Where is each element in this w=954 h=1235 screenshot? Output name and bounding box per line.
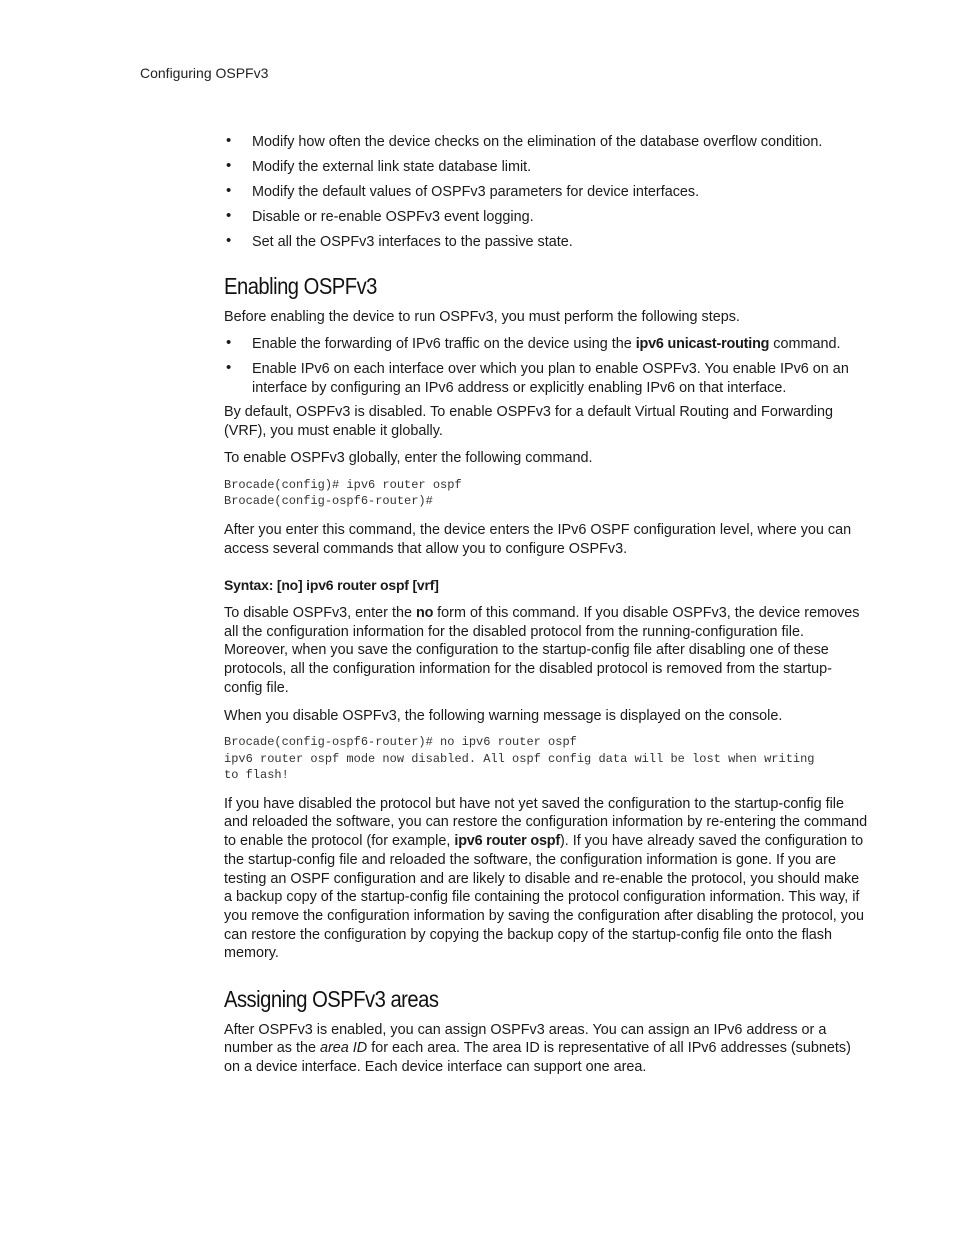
areas-text-end: for each area. The area ID is representative of all IPv6 addresses (subnets) on a device interface. Each device interface can support one area. (224, 1040, 851, 1076)
warning-intro-para: When you disable OSPFv3, the following warning message is displayed on the console. (224, 707, 783, 724)
command-ipv6-unicast-routing: ipv6 unicast-routing (635, 336, 770, 353)
area-id-term: area ID (320, 1040, 368, 1057)
code-block-disable: Brocade(config-ospf6-router)# no ipv6 router ospf ipv6 router ospf mode now disabled. All ospf config data will be lost when writing to flash! (224, 735, 815, 783)
areas-para (224, 1021, 869, 1077)
list-item: • Set all the OSPFv3 interfaces to the passive state. (224, 233, 869, 252)
list-item: • Modify the external link state database limit. (224, 158, 869, 177)
restore-text-end: ). If you have already saved the configuration to the startup-config file and reloaded the software, the configuration information is gone. If you are testing an OSPF configuration and are likely to disable and re-enable the protocol, you should make a backup copy of the startup-config file containing the protocol configuration information. This way, if you remove the configuration information by saving the configuration after disabling the protocol, you can restore the configuration by copying the backup copy of the startup-config file onto the flash memory. (224, 833, 864, 962)
areas-text: After OSPFv3 is enabled, you can assign OSPFv3 areas. You can assign an IPv6 address or a number as the (224, 1021, 827, 1057)
list-item: • Modify how often the device checks on the elimination of the database overflow condition. (224, 133, 869, 152)
command-no: no (415, 605, 434, 622)
step1-text: Enable the forwarding of IPv6 traffic on the device using the (252, 336, 636, 353)
list-item: • Disable or re-enable OSPFv3 event logging. (224, 208, 869, 227)
syntax-line: Syntax: [no] ipv6 router ospf [vrf] (224, 577, 439, 594)
section-heading-enabling: Enabling OSPFv3 (224, 272, 377, 299)
disable-text: To disable OSPFv3, enter the (224, 605, 416, 622)
restore-text: If you have disabled the protocol but have not yet saved the configuration to the startup-config file and reloaded the software, you can restore the configuration information by re-entering the command to enable the protocol (for example, (224, 795, 868, 850)
enabling-steps-list (224, 335, 869, 397)
list-item: • Modify the default values of OSPFv3 parameters for device interfaces. (224, 183, 869, 202)
disable-text-end: form of this command. If you disable OSPFv3, the device removes all the configuration information for the disabled protocol from the running-configuration file. Moreover, when you save the configuration to the startup-config file after disabling one of these protocols, all the configuration information for the disabled protocol is removed from the startup-config file. (224, 605, 860, 696)
running-header: Configuring OSPFv3 (140, 65, 269, 81)
restore-para (224, 795, 869, 963)
list-item: • Enable IPv6 on each interface over which you plan to enable OSPFv3. You enable IPv6 on an interface by configuring an IPv6 address or explicitly enabling IPv6 on that interface. (224, 360, 869, 397)
enable-globally-para: To enable OSPFv3 globally, enter the following command. (224, 450, 593, 467)
after-command-para: After you enter this command, the device enters the IPv6 OSPF configuration level, where you can access several commands that allow you to configure OSPFv3. (224, 521, 852, 557)
list-item (224, 335, 869, 354)
disable-para (224, 604, 869, 698)
page-content (224, 133, 869, 1077)
intro-bullet-list (224, 133, 869, 252)
code-block-enable: Brocade(config)# ipv6 router ospf Brocade(config-ospf6-router)# (224, 477, 462, 509)
command-ipv6-router-ospf: ipv6 router ospf (454, 833, 560, 850)
enabling-intro: Before enabling the device to run OSPFv3, you must perform the following steps. (224, 309, 740, 326)
section-heading-areas: Assigning OSPFv3 areas (224, 986, 439, 1013)
default-disabled-para: By default, OSPFv3 is disabled. To enable OSPFv3 for a default Virtual Routing and Forwarding (VRF), you must enable it globally. (224, 403, 834, 439)
step1-text-end: command. (769, 336, 841, 353)
